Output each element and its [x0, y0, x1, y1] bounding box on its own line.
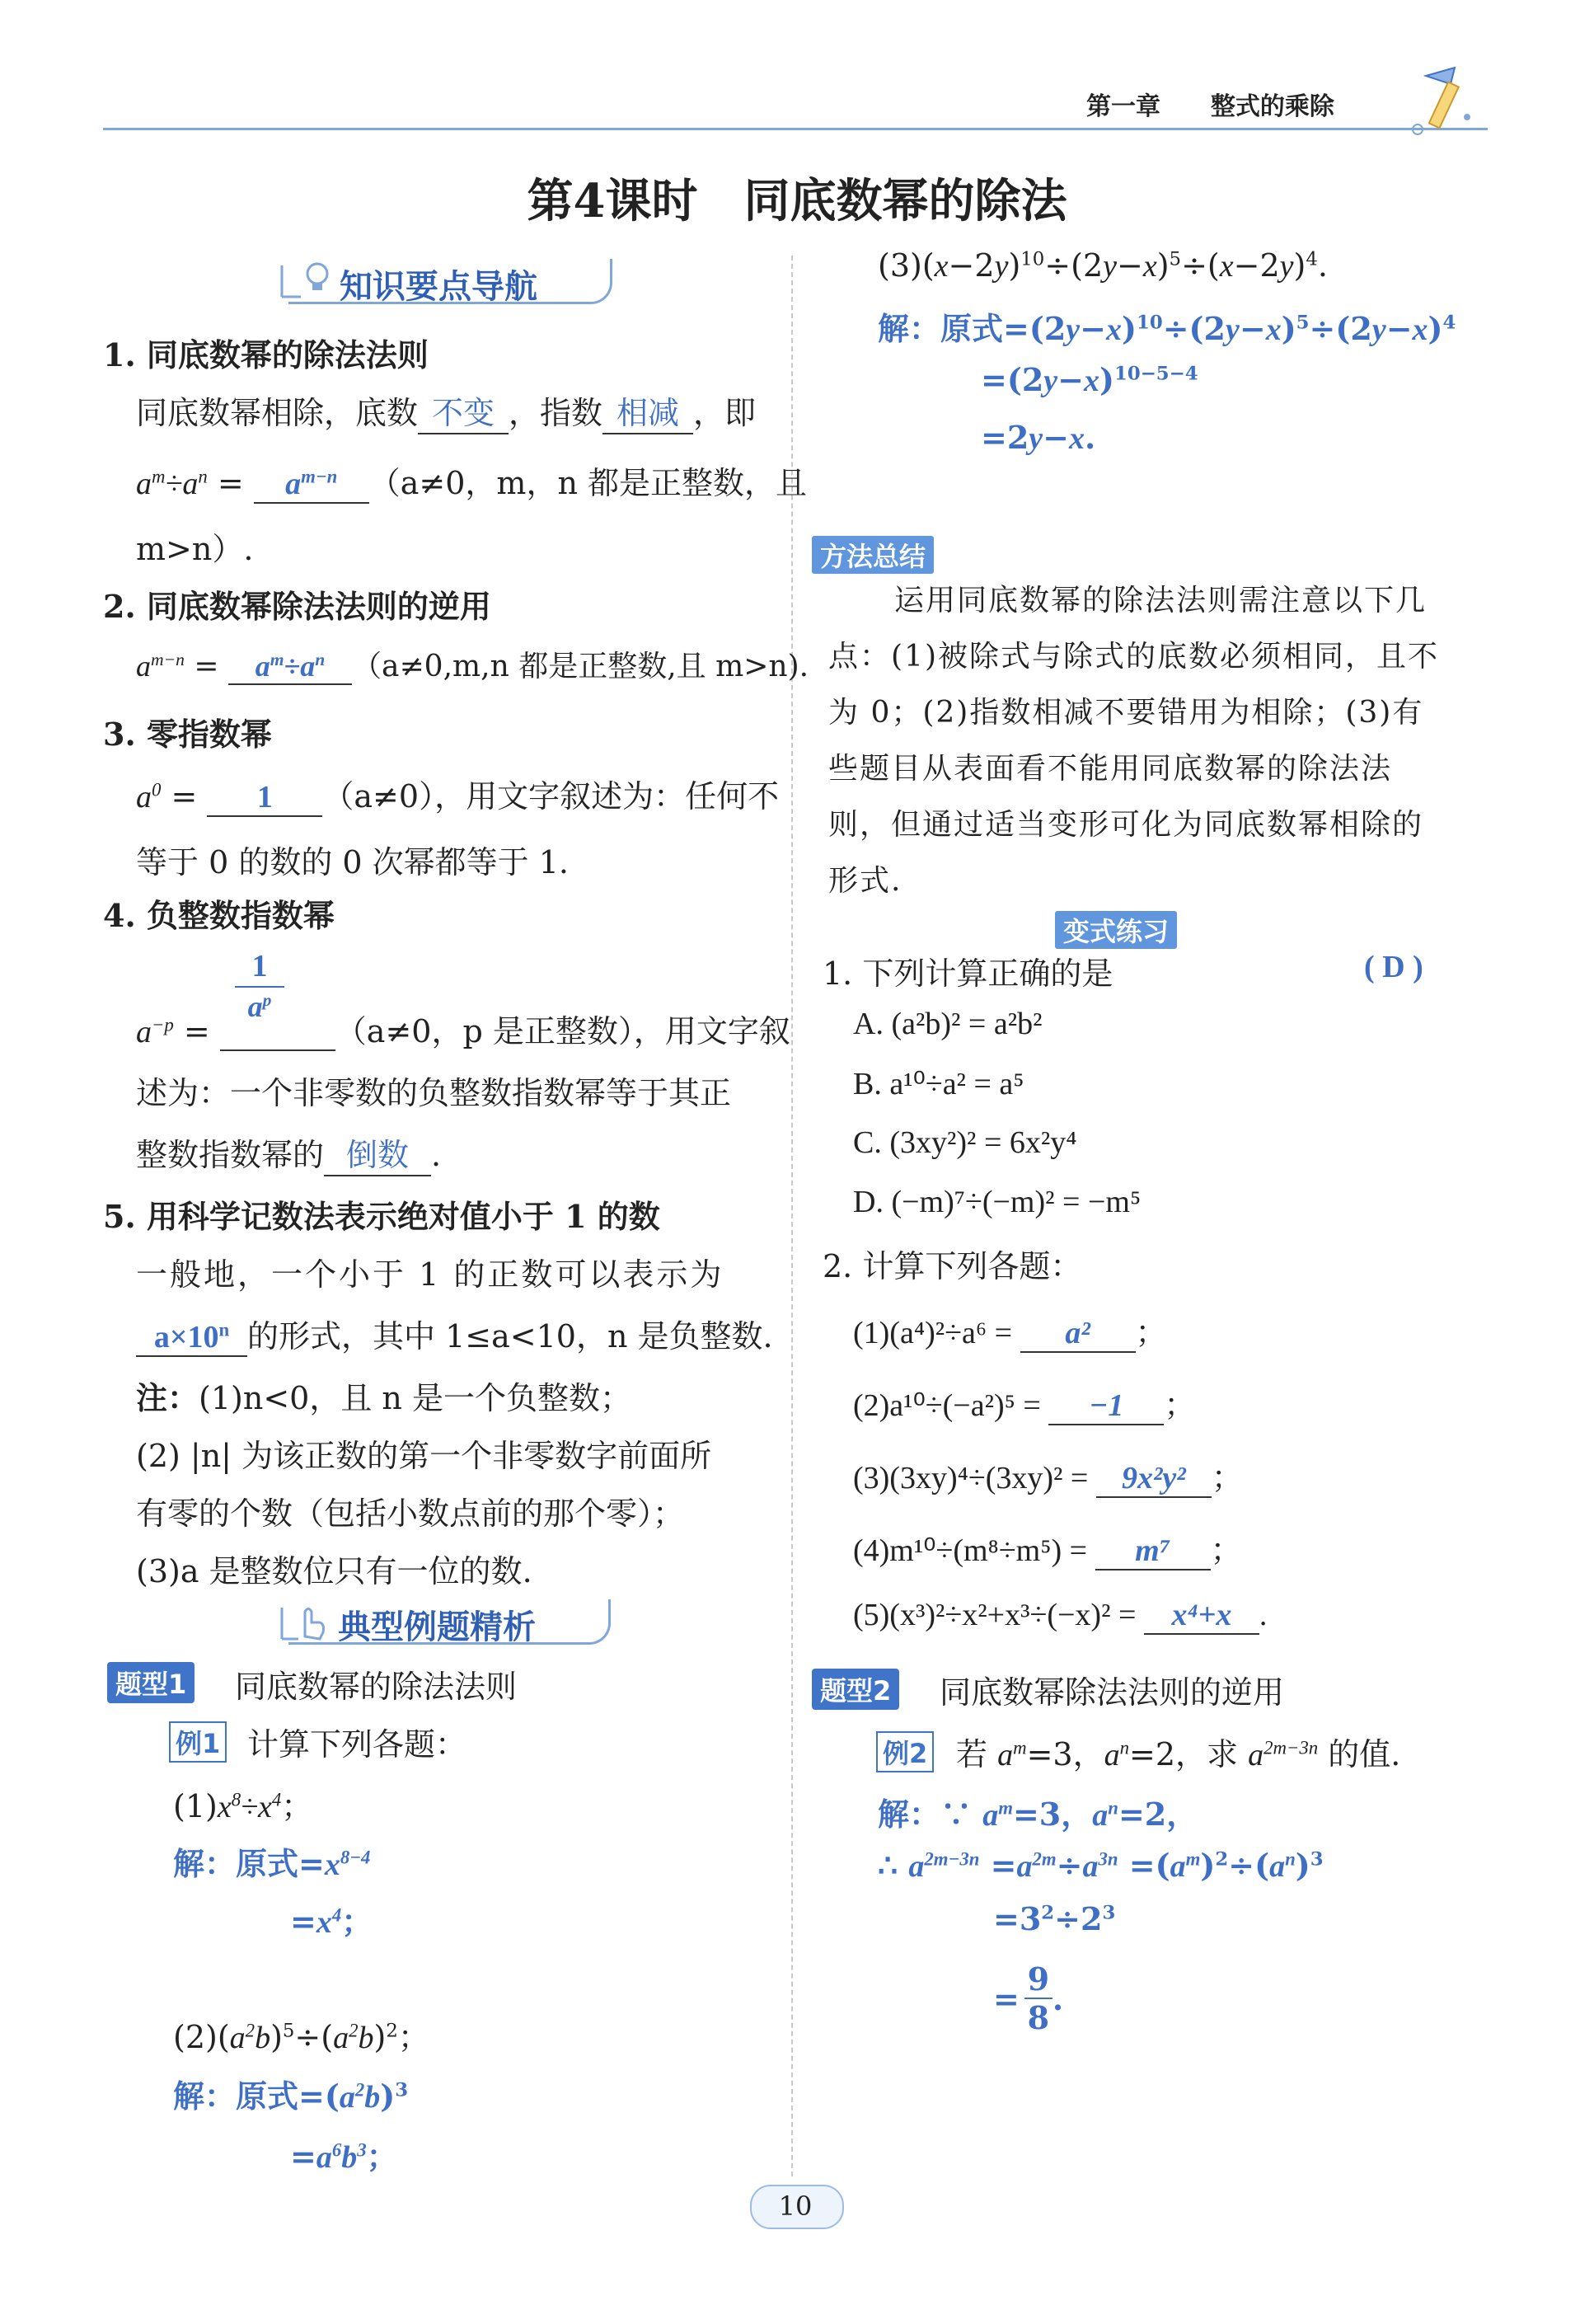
example1-solution1-line2: $=x^4$；: [290, 1903, 373, 1940]
blank-5: 1: [207, 778, 322, 817]
note-line1: [136, 1373, 631, 1418]
q2-answer-blank: [1095, 1533, 1211, 1570]
example1-solution3-line2: $=(2y-x)^{10-5-4}$: [981, 361, 1198, 398]
method-text-line: 点：(1)被除式与除式的底数必须相同，且不: [828, 640, 1439, 674]
text: ，指数: [509, 395, 603, 431]
text: （a≠0,m,n 都是正整数,且 m>n).: [352, 650, 809, 683]
q2-question: (3)(3xy)⁴÷(3xy)² =: [853, 1461, 1096, 1495]
note-line4: (3)a 是整数位只有一位的数.: [136, 1553, 532, 1589]
example1-q1: $(1)x^8\div x^4$；: [173, 1788, 313, 1824]
pencil-icon: [1393, 59, 1484, 145]
point2-line: $a^{m-n} = a^m\div a^n$ （a≠0,m,n 都是正整数,且 m>n).: [136, 650, 809, 683]
column-divider: [791, 256, 793, 2176]
q2-answer-blank: [1048, 1387, 1164, 1425]
q2-answer-blank: [1096, 1460, 1212, 1498]
q2-item: [853, 1307, 1167, 1353]
point5-line1: 一般地，一个小于 1 的正数可以表示为: [136, 1256, 724, 1293]
method-text-line: 形式.: [828, 864, 902, 898]
knowledge-section-title: 知识要点导航: [340, 268, 537, 306]
q2-answer-blank: [1144, 1597, 1259, 1635]
text: .: [431, 1137, 442, 1173]
text: 同底数幂相除，底数: [136, 395, 419, 431]
example1-solution3-line3: =2y−x.: [981, 419, 1096, 456]
q2-answer-blank: [1020, 1315, 1136, 1353]
method-text-line: 运用同底数幂的除法法则需注意以下几: [894, 584, 1428, 617]
fraction-numerator: 1: [251, 949, 268, 984]
method-text-line: 些题目从表面看不能用同底数幂的除法法: [828, 752, 1393, 786]
practice-q1: 1. 下列计算正确的是: [823, 955, 1113, 992]
practice-badge: 变式练习: [1055, 911, 1177, 949]
text: （a≠0，p 是正整数），用文字叙: [335, 1013, 790, 1049]
blank-2: [602, 387, 693, 434]
example1-title: 计算下列各题：: [247, 1726, 467, 1763]
q2-end: ；: [1210, 1533, 1242, 1568]
option-B: B. a¹⁰÷a² = a⁵: [853, 1067, 1024, 1101]
point4-answer-fraction: 1 $a^p$: [235, 948, 284, 1024]
q2-answer: x⁴+x: [1171, 1598, 1232, 1632]
point1-line2: $a^m\div a^n = a^{m-n}$ （a≠0，m，n 都是正整数，且: [136, 458, 807, 504]
page-title: 第4课时 同底数幂的除法: [527, 174, 1067, 228]
example2-tag: 例2: [876, 1731, 934, 1772]
example1-q3: $(3)(x-2y)^{10}\div(2y-x)^5\div(x-2y)^4$.: [878, 247, 1328, 284]
note-label: 注：: [136, 1379, 199, 1416]
point3-line1: $a^0 = 1$ （a≠0），用文字叙述为：任何不: [136, 771, 779, 817]
page-number: 10: [778, 2190, 813, 2222]
q2-question: (1)(a⁴)²÷a⁶ =: [853, 1316, 1020, 1350]
answer-1: 不变: [432, 395, 495, 431]
example1-solution2-line1: 解：原式$=(a^2b)^3$: [173, 2078, 409, 2115]
text: 整数指数幂的: [136, 1137, 325, 1173]
text: (1)n<0，且 n 是一个负整数；: [199, 1380, 631, 1416]
point3-title: 3. 零指数幂: [103, 716, 272, 753]
example2-solution-line3: $=3^2\div 2^3$: [993, 1900, 1116, 1937]
blank-8: $a\times 10^n$: [136, 1318, 247, 1357]
type2-badge: 题型2: [812, 1669, 899, 1710]
point4-line1: $a^{-p} = (a\ne 0$，p 是正整数），用文字叙: [136, 1013, 790, 1049]
example2-solution-line4: = 9 8 .: [993, 1960, 1064, 2036]
point3-line2: 等于 0 的数的 0 次幂都等于 1.: [136, 844, 570, 880]
q2-question: (4)m¹⁰÷(m⁸÷m⁵) =: [853, 1533, 1095, 1568]
q2-end: ；: [1135, 1316, 1167, 1350]
method-text-line: 为 0；(2)指数相减不要错用为相除；(3)有: [828, 696, 1424, 730]
q2-question: (5)(x³)²÷x²+x³÷(−x)² =: [853, 1598, 1144, 1632]
example2-solution-line1: 解：∵ $a^m=3$，$a^n=2$，: [878, 1796, 1198, 1833]
answer-choice: ( D ): [1364, 950, 1423, 984]
practice-q1-answer: [1364, 948, 1423, 985]
type1-title: 同底数幂的除法法则: [235, 1669, 518, 1705]
chapter-label: [1086, 86, 1334, 122]
point5-line2: [136, 1311, 773, 1357]
blank-4: $a^m\div a^n$: [228, 649, 352, 685]
examples-section-title: 典型例题精析: [338, 1608, 536, 1646]
type2-title: 同底数幂除法法则的逆用: [940, 1674, 1285, 1711]
blank-1: [418, 387, 509, 434]
q2-answer: 9x²y²: [1122, 1461, 1186, 1495]
note-line3: 有零的个数（包括小数点前的那个零）；: [136, 1495, 685, 1532]
point4-line3: [136, 1129, 441, 1176]
q2-item: [853, 1524, 1242, 1570]
fraction-denominator: 8: [1027, 1999, 1050, 2036]
chapter-title: 整式的乘除: [1210, 92, 1334, 121]
point1-title: 1. 同底数幂的除法法则: [103, 336, 429, 373]
blank-3: $a^{m-n}$: [254, 465, 369, 504]
example1-solution2-line2: $=a^6b^3$；: [290, 2138, 398, 2175]
blank-6: [220, 1013, 335, 1051]
answer-2: 相减: [617, 395, 680, 431]
example1-q2: $(2)(a^2b)^5\div(a^2b)^2$；: [173, 2019, 429, 2055]
practice-q2: 2. 计算下列各题：: [823, 1248, 1082, 1284]
example2-title: 若 $a^m=3$，$a^n=2$，求 $a^{2m-3n}$ 的值.: [956, 1736, 1401, 1772]
example1-solution3-line1: 解：原式$=(2y-x)^{10}\div(2y-x)^5\div(2y-x)^4$: [878, 310, 1456, 347]
fraction-numerator: 9: [1027, 1960, 1050, 1998]
point4-line2: 述为：一个非零数的负整数指数幂等于其正: [136, 1075, 732, 1111]
text: （a≠0，m，n 都是正整数，且: [368, 465, 807, 501]
q2-item: [853, 1597, 1267, 1635]
example1-tag: 例1: [169, 1721, 227, 1763]
note-line2: (2) |n| 为该正数的第一个非零数字前面所: [136, 1438, 712, 1474]
text: （a≠0），用文字叙述为：任何不: [322, 778, 780, 815]
method-text-line: 则，但通过适当变形可化为同底数幂相除的: [828, 808, 1424, 842]
q2-item: [853, 1379, 1195, 1425]
q2-question: (2)a¹⁰÷(−a²)⁵ =: [853, 1388, 1049, 1423]
example2-solution-line2: ∴ $a^{2m-3n} =a^{2m}\div a^{3n} =(a^m)^2\div(a^n)^3$: [878, 1847, 1324, 1884]
chapter-number: 第一章: [1086, 92, 1160, 121]
blank-7: 倒数: [324, 1129, 431, 1176]
text: 的形式，其中 1≤a<10，n 是负整数.: [247, 1318, 773, 1354]
q2-end: .: [1259, 1598, 1268, 1632]
q2-end: ；: [1164, 1388, 1196, 1423]
type1-badge: 题型1: [107, 1662, 195, 1703]
example1-solution1-line1: 解：原式$=x^{8-4}$: [173, 1845, 371, 1882]
text: ，即: [693, 395, 757, 431]
point1-line1: [136, 387, 756, 434]
header-rule: [103, 128, 1488, 130]
q2-answer: a²: [1065, 1316, 1090, 1350]
point5-title: 5. 用科学记数法表示绝对值小于 1 的数: [103, 1198, 660, 1235]
option-D: D. (−m)⁷÷(−m)² = −m⁵: [853, 1185, 1142, 1219]
q2-answer: m⁷: [1135, 1533, 1170, 1568]
option-A: A. (a²b)² = a²b²: [853, 1007, 1043, 1041]
option-C: C. (3xy²)² = 6x²y⁴: [853, 1125, 1077, 1160]
q2-end: ；: [1211, 1461, 1243, 1495]
q2-answer: −1: [1089, 1388, 1124, 1423]
point2-title: 2. 同底数幂除法法则的逆用: [103, 588, 491, 625]
method-badge: 方法总结: [812, 536, 934, 574]
point4-title: 4. 负整数指数幂: [103, 897, 335, 934]
q2-item: [853, 1452, 1243, 1498]
point1-line3: m>n）.: [136, 531, 254, 567]
